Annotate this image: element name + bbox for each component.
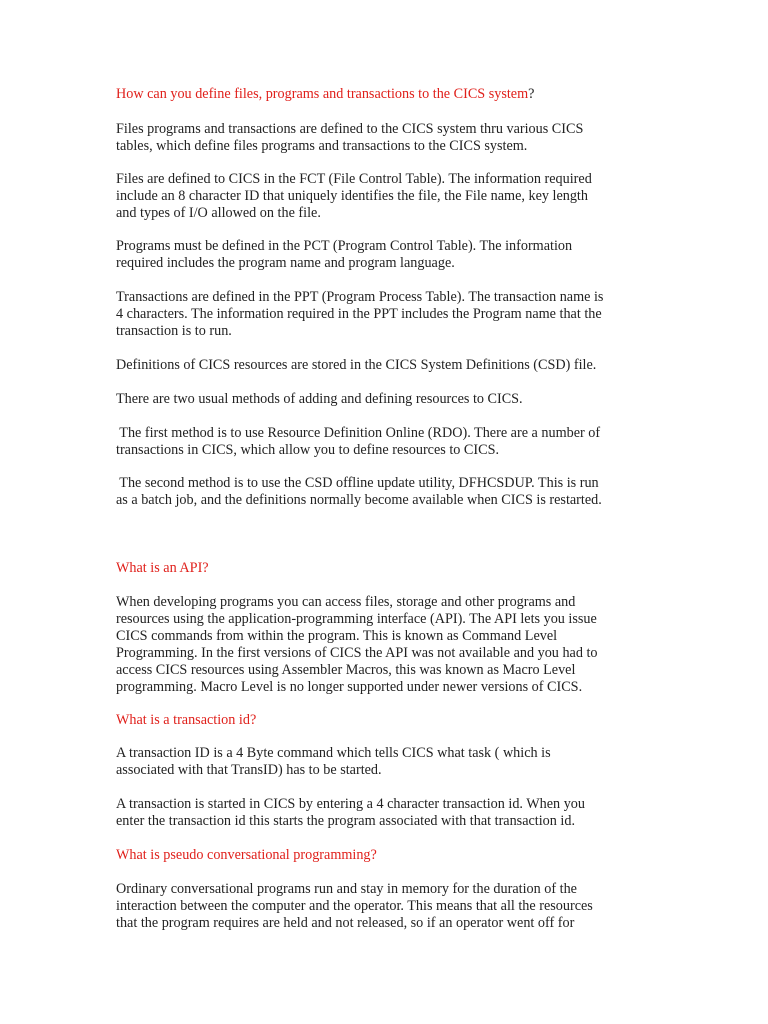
- paragraph: [116, 121, 676, 155]
- paragraph-line: Transactions are defined in the PPT (Program Process Table). The transaction name is: [116, 289, 604, 305]
- paragraph: [116, 357, 676, 374]
- paragraph: [116, 171, 676, 222]
- paragraph-line: CICS commands from within the program. This is known as Command Level: [116, 628, 558, 644]
- paragraph-line: Files programs and transactions are defined to the CICS system thru various CICS: [116, 121, 584, 137]
- paragraph-line: Definitions of CICS resources are stored in the CICS System Definitions (CSD) file.: [116, 357, 597, 373]
- paragraph: [116, 238, 676, 272]
- paragraph: [116, 796, 676, 830]
- paragraph-line: interaction between the computer and the operator. This means that all the resources: [116, 898, 593, 914]
- paragraph-line: The first method is to use Resource Definition Online (RDO). There are a number of: [116, 425, 601, 441]
- paragraph-line: required includes the program name and program language.: [116, 255, 455, 271]
- paragraph-line: associated with that TransID) has to be started.: [116, 762, 382, 778]
- paragraph: [116, 475, 676, 509]
- paragraph-line: 4 characters. The information required in the PPT includes the Program name that the: [116, 306, 602, 322]
- paragraph-line: Ordinary conversational programs run and stay in memory for the duration of the: [116, 881, 577, 897]
- paragraph: [116, 425, 676, 459]
- paragraph-line: programming. Macro Level is no longer supported under newer versions of CICS.: [116, 679, 583, 695]
- paragraph-line: The second method is to use the CSD offline update utility, DFHCSDUP. This is run: [116, 475, 599, 491]
- paragraph-line: There are two usual methods of adding and defining resources to CICS.: [116, 391, 523, 407]
- paragraph: [116, 594, 676, 696]
- paragraph-line: access CICS resources using Assembler Macros, this was known as Macro Level: [116, 662, 576, 678]
- section-heading-text: What is pseudo conversational programming?: [116, 847, 377, 863]
- paragraph-line: A transaction is started in CICS by entering a 4 character transaction id. When you: [116, 796, 585, 812]
- section-heading: [116, 712, 676, 729]
- section-heading: [116, 86, 676, 103]
- paragraph-line: as a batch job, and the definitions normally become available when CICS is restarted.: [116, 492, 602, 508]
- section-heading-text: What is a transaction id?: [116, 712, 257, 728]
- paragraph: [116, 391, 676, 408]
- paragraph-line: Programming. In the first versions of CICS the API was not available and you had to: [116, 645, 598, 661]
- section-heading-text: What is an API?: [116, 560, 209, 576]
- paragraph-line: Programs must be defined in the PCT (Program Control Table). The information: [116, 238, 573, 254]
- paragraph-line: A transaction ID is a 4 Byte command which tells CICS what task ( which is: [116, 745, 551, 761]
- section-heading: [116, 560, 676, 577]
- section-heading-trail: ?: [528, 86, 535, 102]
- paragraph-line: tables, which define files programs and transactions to the CICS system.: [116, 138, 528, 154]
- paragraph-line: and types of I/O allowed on the file.: [116, 205, 321, 221]
- paragraph-line: resources using the application-programming interface (API). The API lets you issue: [116, 611, 597, 627]
- paragraph-line: enter the transaction id this starts the program associated with that transaction id.: [116, 813, 575, 829]
- paragraph-line: that the program requires are held and not released, so if an operator went off for: [116, 915, 575, 931]
- paragraph-line: Files are defined to CICS in the FCT (File Control Table). The information required: [116, 171, 592, 187]
- section-heading: [116, 847, 676, 864]
- paragraph-line: When developing programs you can access files, storage and other programs and: [116, 594, 576, 610]
- paragraph: [116, 289, 676, 340]
- paragraph-line: include an 8 character ID that uniquely identifies the file, the File name, key length: [116, 188, 588, 204]
- paragraph-line: transactions in CICS, which allow you to define resources to CICS.: [116, 442, 500, 458]
- paragraph: [116, 745, 676, 779]
- paragraph-line: transaction is to run.: [116, 323, 232, 339]
- paragraph: [116, 881, 676, 932]
- section-heading-text: How can you define files, programs and transactions to the CICS system: [116, 86, 529, 102]
